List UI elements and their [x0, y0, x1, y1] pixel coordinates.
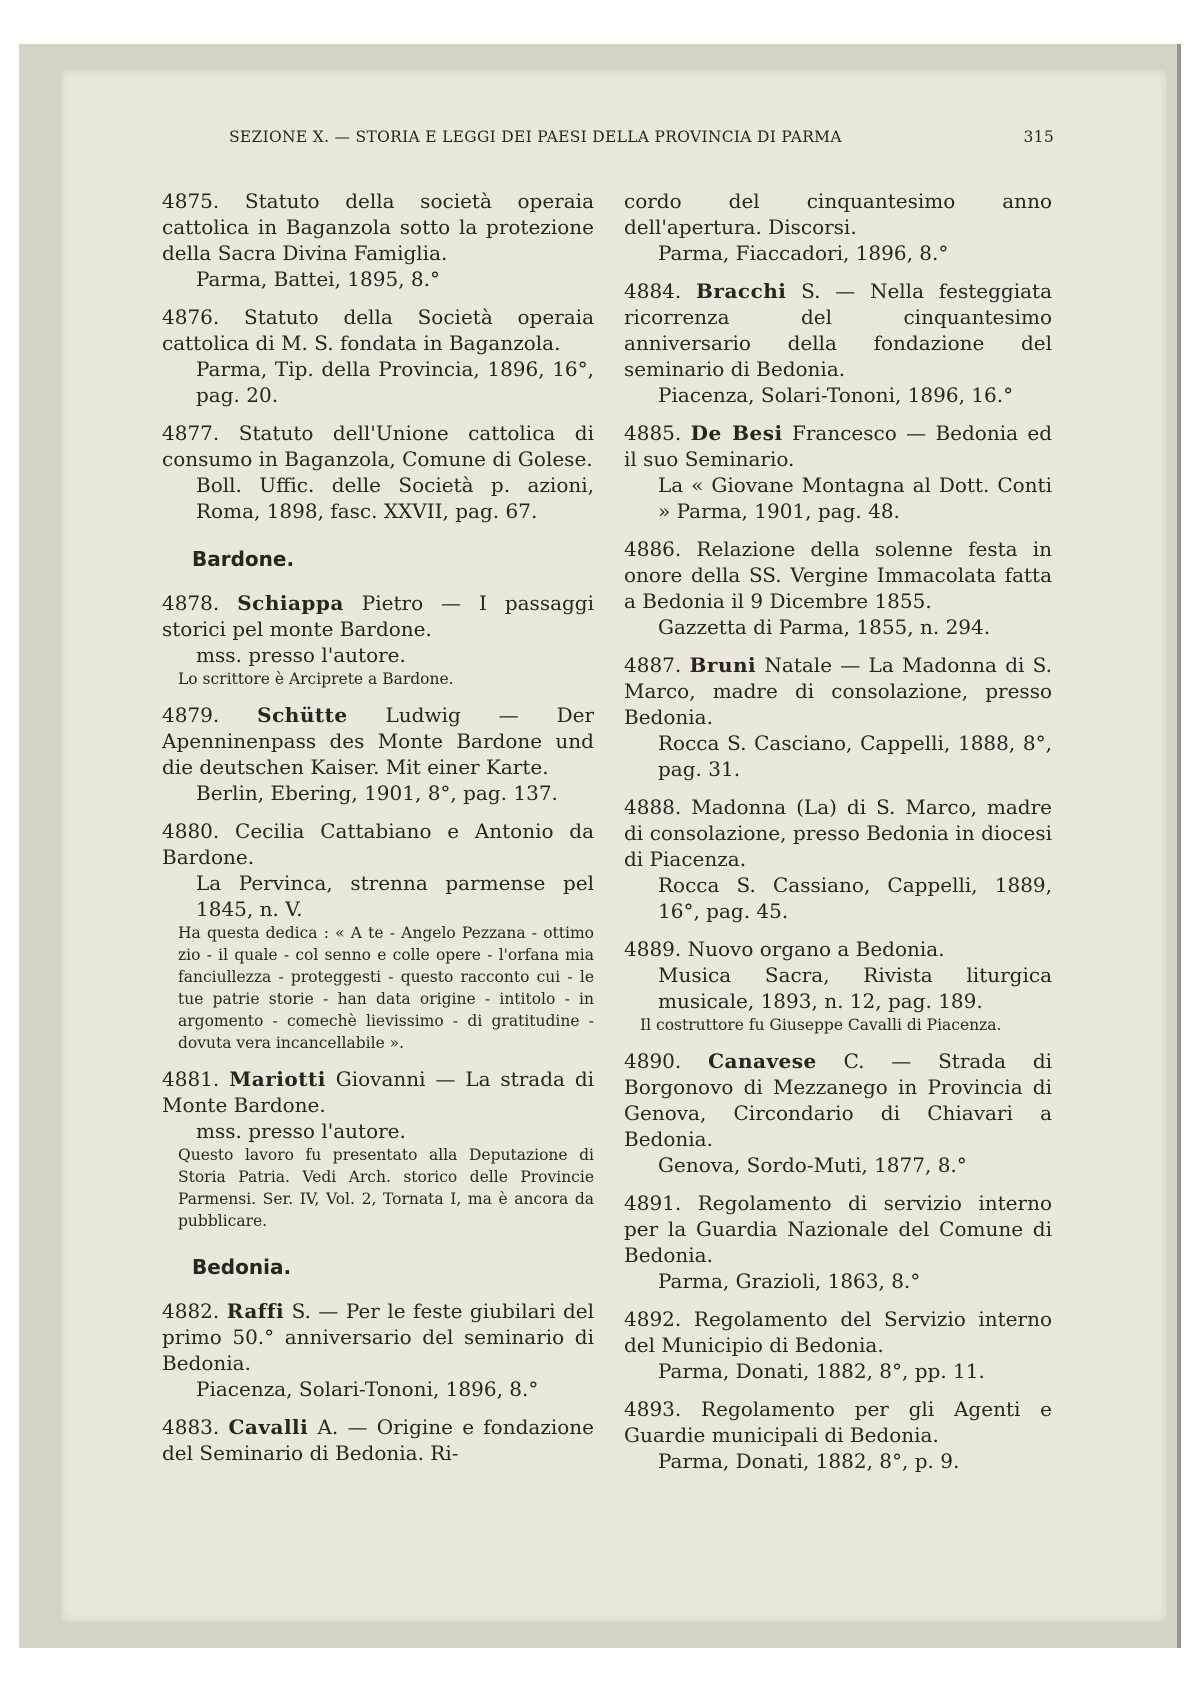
entry-number: 4890. [624, 1049, 682, 1073]
entry-number: 4888. [624, 795, 682, 819]
entry-author: Bracchi [696, 279, 787, 303]
entry-title: Nuovo organo a Bedonia. [687, 937, 945, 961]
scan-edge [1177, 44, 1181, 1648]
entry-imprint: Parma, Fiaccadori, 1896, 8.° [658, 241, 949, 265]
entry-number: 4881. [162, 1067, 220, 1091]
entry-title: A. — Origine e fondazione del Seminario di Bedonia. Ri- [162, 1415, 595, 1465]
entry-4889 [624, 936, 1052, 1036]
entry-title: Statuto dell'Unione cattolica di consumo in Baganzola, Comune di Golese. [162, 421, 594, 471]
entry-4892 [624, 1306, 1052, 1384]
entry-imprint: Parma, Grazioli, 1863, 8.° [658, 1269, 921, 1293]
entry-author: Cavalli [228, 1415, 309, 1439]
entry-imprint: mss. presso l'autore. [196, 1119, 406, 1143]
entry-author: De Besi [690, 421, 783, 445]
entry-number: 4877. [162, 421, 220, 445]
entry-title: Giovanni — La strada di Monte Bardone. [162, 1067, 595, 1117]
entry-imprint: Parma, Donati, 1882, 8°, p. 9. [658, 1449, 960, 1473]
entry-imprint: Rocca S. Casciano, Cappelli, 1888, 8°, pag. 31. [658, 731, 1052, 781]
entry-title: Pietro — I passaggi storici pel monte Bardone. [162, 591, 595, 641]
entry-number: 4889. [624, 937, 682, 961]
entry-number: 4886. [624, 537, 682, 561]
entry-imprint: mss. presso l'autore. [196, 643, 406, 667]
entry-imprint: Gazzetta di Parma, 1855, n. 294. [658, 615, 991, 639]
entry-title: C. — Strada di Borgonovo di Mezzanego in Provincia di Genova, Circondario di Chiavari a Bedonia. [624, 1049, 1053, 1151]
entry-note: Il costruttore fu Giuseppe Cavalli di Piacenza. [640, 1016, 1002, 1034]
entry-author: Schiappa [237, 591, 344, 615]
entry-author: Raffi [226, 1299, 285, 1323]
entry-author: Bruni [689, 653, 757, 677]
entry-4884 [624, 278, 1052, 408]
entry-number: 4882. [162, 1299, 220, 1323]
entry-title: Regolamento per gli Agenti e Guardie municipali di Bedonia. [624, 1397, 1052, 1447]
entry-4882 [162, 1298, 594, 1402]
entry-number: 4875. [162, 189, 220, 213]
entry-title: Madonna (La) di S. Marco, madre di consolazione, presso Bedonia in diocesi di Piacenza. [624, 795, 1052, 871]
entry-imprint: Parma, Donati, 1882, 8°, pp. 11. [658, 1359, 985, 1383]
entry-imprint: Berlin, Ebering, 1901, 8°, pag. 137. [196, 781, 558, 805]
entry-number: 4883. [162, 1415, 220, 1439]
entry-title: Statuto della Società operaia cattolica di M. S. fondata in Baganzola. [162, 305, 594, 355]
entry-imprint: La « Giovane Montagna al Dott. Conti » Parma, 1901, pag. 48. [658, 473, 1052, 523]
section-heading-bardone: Bardone. [192, 547, 295, 571]
entry-imprint: Rocca S. Cassiano, Cappelli, 1889, 16°, pag. 45. [658, 873, 1052, 923]
entry-number: 4878. [162, 591, 220, 615]
entry-number: 4893. [624, 1397, 682, 1421]
entry-title: S. — Per le feste giubilari del primo 50.° anniversario del seminario di Bedonia. [162, 1299, 594, 1375]
entry-4876 [162, 304, 594, 408]
entry-4888 [624, 794, 1052, 924]
entry-title: Cecilia Cattabiano e Antonio da Bardone. [162, 819, 595, 869]
entry-imprint: Parma, Tip. della Provincia, 1896, 16°, pag. 20. [196, 357, 594, 407]
entry-4885 [624, 420, 1052, 524]
entry-title: Regolamento di servizio interno per la Guardia Nazionale del Comune di Bedonia. [624, 1191, 1052, 1267]
entry-title: Regolamento del Servizio interno del Municipio di Bedonia. [624, 1307, 1053, 1357]
entry-number: 4885. [624, 421, 682, 445]
entry-4878 [162, 590, 594, 690]
entry-imprint: Piacenza, Solari-Tononi, 1896, 8.° [196, 1377, 539, 1401]
entry-title: Ludwig — Der Apenninenpass des Monte Bardone und die deutschen Kaiser. Mit einer Karte. [162, 703, 594, 779]
entry-number: 4880. [162, 819, 220, 843]
entry-4877 [162, 420, 594, 524]
entry-number: 4892. [624, 1307, 682, 1331]
entry-imprint: La Pervinca, strenna parmense pel 1845, n. V. [196, 871, 594, 921]
entry-number: 4876. [162, 305, 220, 329]
entry-number: 4887. [624, 653, 682, 677]
entry-imprint: Piacenza, Solari-Tononi, 1896, 16.° [658, 383, 1014, 407]
section-heading-bedonia: Bedonia. [192, 1255, 292, 1279]
entry-imprint: Genova, Sordo-Muti, 1877, 8.° [658, 1153, 967, 1177]
entry-author: Canavese [708, 1049, 817, 1073]
entry-number: 4891. [624, 1191, 682, 1215]
header-title: SEZIONE X. — STORIA E LEGGI DEI PAESI DELLA PROVINCIA DI PARMA [229, 128, 842, 146]
entry-title: S. — Nella festeggiata ricorrenza del cinquantesimo anniversario della fondazione del seminario di Bedonia. [624, 279, 1052, 381]
entry-4887 [624, 652, 1052, 782]
entry-4891 [624, 1190, 1052, 1294]
entry-4875 [162, 188, 594, 292]
entry-title: Statuto della società operaia cattolica in Baganzola sotto la protezione della Sacra Divina Famiglia. [162, 189, 594, 265]
entry-imprint: Boll. Uffic. delle Società p. azioni, Roma, 1898, fasc. XXVII, pag. 67. [196, 473, 594, 523]
entry-author: Schütte [257, 703, 348, 727]
entry-number: 4879. [162, 703, 220, 727]
entry-4879 [162, 702, 594, 806]
entry-4890 [624, 1048, 1052, 1178]
page-number: 315 [1023, 128, 1054, 146]
entry-4883 [162, 1414, 594, 1466]
entry-title: Francesco — Bedonia ed il suo Seminario. [624, 421, 1052, 471]
entry-note: Lo scrittore è Arciprete a Bardone. [178, 670, 454, 688]
entry-title: Relazione della solenne festa in onore della SS. Vergine Immacolata fatta a Bedonia il 9 Dicembre 1855. [624, 537, 1052, 613]
entry-title: Natale — La Madonna di S. Marco, madre di consolazione, presso Bedonia. [624, 653, 1053, 729]
running-header [229, 128, 1054, 146]
right-column [624, 188, 1052, 1486]
entry-note: Questo lavoro fu presentato alla Deputazione di Storia Patria. Vedi Arch. storico delle Provincie Parmensi. Ser. IV, Vol. 2, Tornata I, ma è ancora da pubblicare. [178, 1146, 594, 1230]
entry-note: Ha questa dedica : « A te - Angelo Pezzana - ottimo zio - il quale - col senno e colle opere - l'orfana mia fanciullezza - proteggesti - questo racconto cui - le tue patrie storie - han data origine - intitolo - in argomento - comechè lievissimo - di gratitudine - dovuta vera incancellabile ». [178, 924, 594, 1052]
entry-author: Mariotti [229, 1067, 326, 1091]
entry-title: cordo del cinquantesimo anno dell'apertura. Discorsi. [624, 189, 1052, 239]
entry-4880 [162, 818, 594, 1054]
entry-4886 [624, 536, 1052, 640]
entry-imprint: Musica Sacra, Rivista liturgica musicale, 1893, n. 12, pag. 189. [658, 963, 1052, 1013]
left-column [162, 188, 594, 1478]
entry-4881 [162, 1066, 594, 1232]
entry-4893 [624, 1396, 1052, 1474]
entry-imprint: Parma, Battei, 1895, 8.° [196, 267, 440, 291]
entry-4883-continued [624, 188, 1052, 266]
entry-number: 4884. [624, 279, 682, 303]
